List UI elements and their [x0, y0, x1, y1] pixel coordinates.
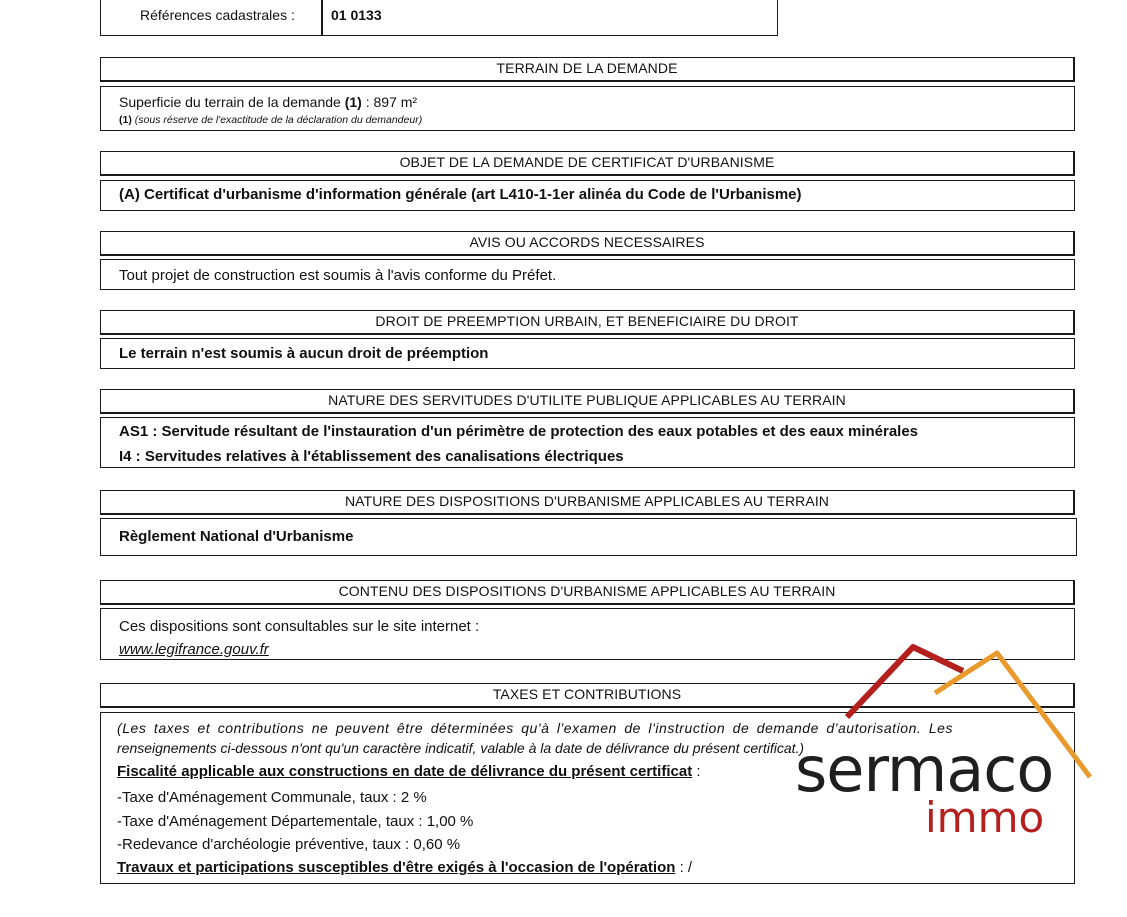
fiscalite-line [117, 763, 701, 780]
avis-header: AVIS OU ACCORDS NECESSAIRES [100, 231, 1075, 256]
objet-header: OBJET DE LA DEMANDE DE CERTIFICAT D'URBANISME [100, 151, 1075, 176]
tax-archeologie: -Redevance d'archéologie préventive, taux : 0,60 % [117, 836, 461, 853]
fiscalite-title: Fiscalité applicable aux constructions en date de délivrance du présent certificat [117, 763, 693, 780]
travaux-line [117, 859, 692, 876]
tax-departementale: -Taxe d'Aménagement Départementale, taux : 1,00 % [117, 813, 474, 830]
travaux-value: : / [679, 859, 693, 876]
cadastre-label: Références cadastrales : [140, 7, 295, 23]
dispositions-header: NATURE DES DISPOSITIONS D'URBANISME APPLICABLES AU TERRAIN [100, 490, 1075, 515]
terrain-note [119, 114, 422, 126]
terrain-superficie-label: Superficie du terrain de la demande [119, 94, 341, 110]
terrain-superficie [119, 94, 417, 110]
taxes-intro-1: (Les taxes et contributions ne peuvent être déterminées qu'à l'examen de l'instruction de demande d'autorisation. Les [117, 720, 954, 736]
preemption-header: DROIT DE PREEMPTION URBAIN, ET BENEFICIAIRE DU DROIT [100, 310, 1075, 335]
contenu-header: CONTENU DES DISPOSITIONS D'URBANISME APPLICABLES AU TERRAIN [100, 580, 1075, 605]
contenu-text: Ces dispositions sont consultables sur le site internet : [119, 618, 480, 635]
cadastre-value: 01 0133 [331, 7, 382, 23]
terrain-superficie-value: : 897 m² [365, 94, 418, 110]
terrain-note-text: (sous réserve de l'exactitude de la déclaration du demandeur) [134, 114, 423, 126]
logo-sermaco: sermaco [795, 733, 1054, 806]
terrain-superficie-ref: (1) [344, 94, 362, 110]
servitude-i4: I4 : Servitudes relatives à l'établissement des canalisations électriques [119, 448, 624, 465]
terrain-note-ref: (1) [119, 114, 132, 126]
sermaco-logo [785, 575, 1105, 895]
fiscalite-colon: : [696, 763, 701, 780]
travaux-title: Travaux et participations susceptibles d'être exigés à l'occasion de l'opération [117, 859, 676, 876]
servitude-as1: AS1 : Servitude résultant de l'instauration d'un périmètre de protection des eaux potables et des eaux minérales [119, 423, 919, 440]
terrain-header: TERRAIN DE LA DEMANDE [100, 57, 1075, 82]
servitudes-header: NATURE DES SERVITUDES D'UTILITE PUBLIQUE APPLICABLES AU TERRAIN [100, 389, 1075, 414]
preemption-text: Le terrain n'est soumis à aucun droit de préemption [119, 345, 489, 362]
cadastre-separator [321, 0, 323, 35]
legifrance-link[interactable]: www.legifrance.gouv.fr [119, 641, 269, 658]
avis-text: Tout projet de construction est soumis à l'avis conforme du Préfet. [119, 267, 557, 284]
tax-communale: -Taxe d'Aménagement Communale, taux : 2 % [117, 789, 427, 806]
objet-text: (A) Certificat d'urbanisme d'information générale (art L410-1-1er alinéa du Code de l'Urbanisme) [119, 186, 802, 203]
dispositions-text: Règlement National d'Urbanisme [119, 528, 354, 545]
taxes-header: TAXES ET CONTRIBUTIONS [100, 683, 1075, 708]
taxes-intro-2: renseignements ci-dessous n'ont qu'un caractère indicatif, valable à la date de délivrance du présent certificat.) [117, 740, 805, 756]
logo-immo: immo [925, 793, 1045, 842]
